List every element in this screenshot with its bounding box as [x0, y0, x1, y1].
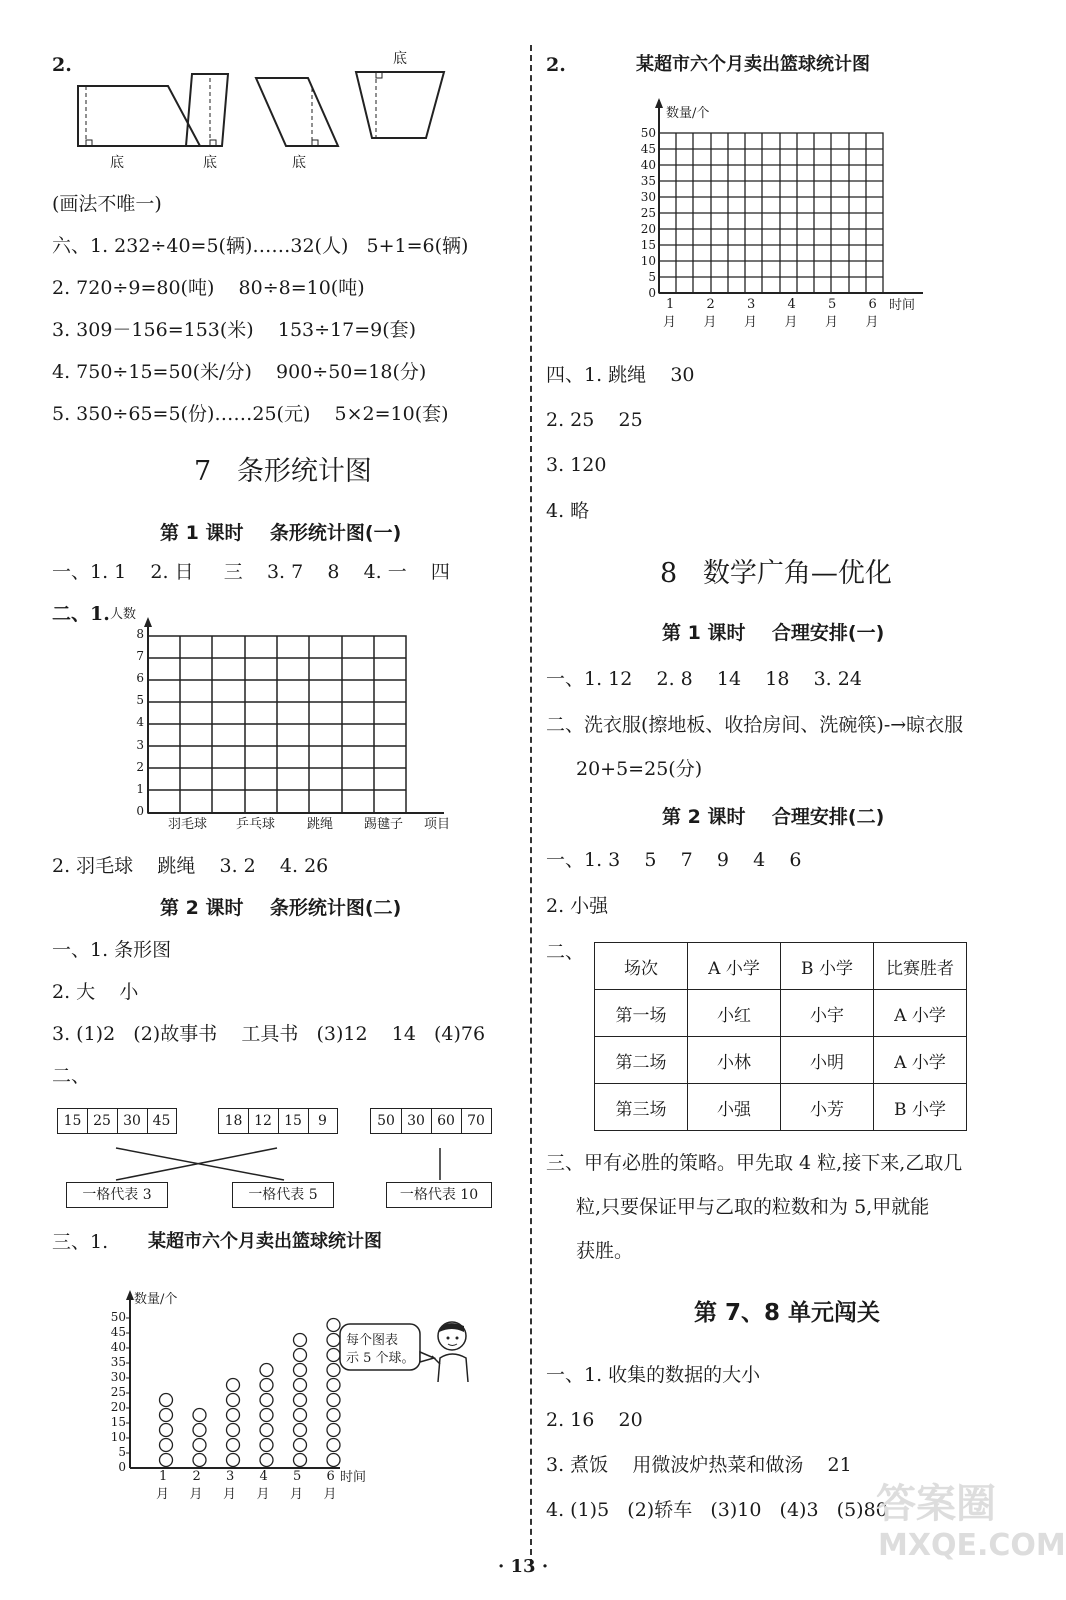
match-cell: 70 [467, 1113, 485, 1129]
chart2-ytick: 45 [640, 142, 656, 156]
opt2-answer-1: 一、1. 3 5 7 9 4 6 [546, 849, 802, 871]
pictograph-ytick: 25 [110, 1385, 126, 1399]
pictograph-ball-icon [294, 1409, 307, 1422]
chart2-month-unit: 月 [703, 315, 717, 330]
pictograph-month-num: 6 [326, 1469, 335, 1484]
match-cell: 12 [249, 1109, 279, 1133]
match-cell: 25 [88, 1109, 118, 1133]
chart2-ytick: 0 [648, 286, 656, 300]
answer-six-2: 2. 720÷9=80(吨) 80÷8=10(吨) [52, 277, 365, 299]
opt-answer-3: 20+5=25(分) [576, 758, 703, 780]
base-label-2: 底 [203, 155, 217, 171]
chart1-cat-1: 羽毛球 [168, 817, 208, 832]
match-cell: 30 [118, 1109, 148, 1133]
table-cell: 小林 [688, 1037, 781, 1084]
pictograph-ball-icon [193, 1409, 206, 1422]
section-2-label: 2. [52, 54, 72, 76]
table-cell: 小明 [781, 1037, 874, 1084]
table-cell: 小宇 [781, 990, 874, 1037]
pictograph-ball-icon [327, 1394, 340, 1407]
review-title: 第 7、8 单元闯关 [694, 1300, 881, 1326]
table-header-cell: A 小学 [688, 943, 781, 990]
pictograph-month-unit: 月 [156, 1487, 170, 1502]
table-row [595, 1037, 967, 1084]
match-cell: 15 [279, 1109, 309, 1133]
table-cell: 小强 [688, 1084, 781, 1131]
answer-six-1: 六、1. 232÷40=5(辆)……32(人) 5+1=6(辆) [52, 235, 469, 257]
pictograph-month-unit: 月 [256, 1487, 270, 1502]
chart2-ytick: 35 [640, 174, 656, 188]
match-label-3: 一格代表 10 [386, 1182, 492, 1208]
page-number: · 13 · [498, 1556, 549, 1577]
pictograph-ball-icon [260, 1439, 273, 1452]
pictograph-ball-icon [160, 1439, 173, 1452]
table-cell: B 小学 [874, 1084, 967, 1131]
pictograph-month-unit: 月 [323, 1487, 337, 1502]
table-cell: 第二场 [595, 1037, 688, 1084]
right-si-1: 四、1. 跳绳 30 [546, 364, 695, 386]
pictograph-month-unit: 月 [189, 1487, 203, 1502]
review-answer-1: 一、1. 收集的数据的大小 [546, 1364, 761, 1386]
base-label-top: 底 [393, 51, 407, 67]
right-section-2-label: 2. [546, 54, 566, 76]
table-cell: 小芳 [781, 1084, 874, 1131]
strategy-line-2: 粒,只要保证甲与乙取的粒数和为 5,甲就能 [576, 1196, 930, 1218]
column-divider [530, 45, 532, 1565]
match-cell: 18 [220, 1109, 249, 1133]
table-cell: 第一场 [595, 990, 688, 1037]
right-lesson-1-title: 第 1 课时 合理安排(一) [662, 622, 885, 644]
match-cell: 9 [318, 1113, 327, 1129]
base-label-3: 底 [292, 155, 306, 171]
pictograph-ball-icon [294, 1394, 307, 1407]
table-row [595, 990, 967, 1037]
opt2-er-label: 二、 [546, 941, 585, 963]
base-label-1: 底 [110, 155, 124, 171]
chart2-grid [659, 100, 929, 300]
opt-answer-2: 二、洗衣服(擦地板、收拾房间、洗碗筷)-→晾衣服 [546, 714, 964, 736]
pictograph-ball-icon [193, 1424, 206, 1437]
pictograph-ball-icon [294, 1379, 307, 1392]
table-header-cell: 比赛胜者 [874, 943, 967, 990]
pictograph-month-unit: 月 [223, 1487, 237, 1502]
right-si-2: 2. 25 25 [546, 409, 643, 431]
pictograph-ball-icon [227, 1424, 240, 1437]
match-label-1: 一格代表 3 [66, 1182, 168, 1208]
pictograph-month-num: 3 [226, 1469, 235, 1484]
chart1-ytick: 6 [136, 671, 144, 686]
pictograph-ytick: 5 [118, 1445, 126, 1459]
table-cell: 小红 [688, 990, 781, 1037]
watermark-url: MXQE.COM [878, 1528, 1066, 1563]
chart1-ytick: 0 [136, 803, 144, 818]
match-result-table [594, 942, 967, 1131]
pictograph-ball-icon [260, 1424, 273, 1437]
unit-8-title: 8 数学广角—优化 [660, 558, 892, 589]
pictograph-ytick: 10 [110, 1430, 126, 1444]
pictograph-xlabel: 时间 [340, 1470, 367, 1485]
table-cell: 第三场 [595, 1084, 688, 1131]
chart2-month-unit: 月 [865, 315, 879, 330]
pictograph-ball-icon [327, 1454, 340, 1467]
review-answer-2: 2. 16 20 [546, 1409, 643, 1431]
chart1-ytick: 8 [136, 627, 144, 641]
match-cell: 60 [432, 1109, 462, 1133]
match-cell: 30 [402, 1109, 432, 1133]
pictograph-ball-icon [260, 1364, 273, 1377]
chart2-month-num: 5 [828, 297, 837, 312]
pictograph-ball-icon [160, 1394, 173, 1407]
answer-six-5: 5. 350÷65=5(份)……25(元) 5×2=10(套) [52, 403, 449, 425]
pictograph-ytick: 45 [110, 1325, 126, 1339]
pictograph-ball-icon [260, 1409, 273, 1422]
lesson1-answer-1: 一、1. 1 2. 日 三 3. 7 8 4. 一 四 [52, 561, 450, 583]
lesson-2-title: 第 2 课时 条形统计图(二) [160, 897, 402, 919]
chart2-ytick: 15 [640, 238, 656, 252]
pictograph-ball-icon [294, 1424, 307, 1437]
chart2-ytick: 30 [640, 190, 656, 204]
pictograph-ball-icon [160, 1424, 173, 1437]
chart2-month-unit: 月 [744, 315, 758, 330]
pictograph-ytick: 0 [118, 1460, 126, 1474]
pictograph-month-num: 2 [192, 1469, 201, 1484]
pictograph-ball-icon [227, 1454, 240, 1467]
lesson2-answer-3: 3. (1)2 (2)故事书 工具书 (3)12 14 (4)76 [52, 1023, 486, 1045]
pictograph-ball-icon [327, 1424, 340, 1437]
chart1-ytick: 3 [136, 737, 144, 752]
pictograph-circles [130, 1290, 390, 1480]
pictograph-ball-icon [294, 1334, 307, 1347]
pictograph-ylabel: 数量/个 [134, 1292, 178, 1307]
pictograph-ball-icon [260, 1394, 273, 1407]
pictograph-ball-icon [193, 1454, 206, 1467]
chart2-month-unit: 月 [663, 315, 677, 330]
pictograph-ytick: 15 [110, 1415, 126, 1429]
chart2-month-num: 2 [706, 297, 715, 312]
pictograph-ytick: 40 [110, 1340, 126, 1354]
chart1-cat-3: 跳绳 [307, 817, 334, 832]
table-header-row [595, 943, 967, 990]
right-si-3: 3. 120 [546, 454, 607, 476]
right-lesson-2-title: 第 2 课时 合理安排(二) [662, 806, 885, 828]
chart2-ytick: 25 [640, 206, 656, 220]
pictograph-ball-icon [327, 1439, 340, 1452]
opt-answer-1: 一、1. 12 2. 8 14 18 3. 24 [546, 668, 862, 690]
pictograph-month-num: 4 [259, 1469, 268, 1484]
chart1-xlabel: 项目 [424, 817, 451, 832]
strategy-line-3: 获胜。 [576, 1240, 634, 1262]
pictograph-ball-icon [160, 1409, 173, 1422]
table-header-cell: B 小学 [781, 943, 874, 990]
pictograph-ball-icon [260, 1379, 273, 1392]
pictograph-ball-icon [294, 1439, 307, 1452]
lesson-1-title: 第 1 课时 条形统计图(一) [160, 522, 402, 544]
chart2-ytick: 40 [640, 158, 656, 172]
chart1-cat-4: 踢毽子 [364, 817, 404, 832]
pictograph-ball-icon [327, 1409, 340, 1422]
chart2-ytick: 5 [648, 270, 656, 284]
chart2-month-num: 3 [747, 297, 756, 312]
pictograph-ball-icon [294, 1364, 307, 1377]
watermark-logo: 答案圈 [876, 1481, 996, 1527]
boy-icon [430, 1316, 480, 1388]
lesson2-answer-1: 一、1. 条形图 [52, 939, 172, 961]
chart1-ylabel: 人数 [110, 607, 137, 622]
chart2-month-unit: 月 [825, 315, 839, 330]
chart2-month-num: 4 [787, 297, 796, 312]
chart1-cat-2: 乒乓球 [236, 817, 276, 832]
pictograph-ytick: 20 [110, 1400, 126, 1414]
table-cell: A 小学 [874, 990, 967, 1037]
lesson2-er-label: 二、 [52, 1065, 91, 1087]
pictograph-title: 某超市六个月卖出篮球统计图 [148, 1231, 382, 1252]
pictograph-ball-icon [260, 1454, 273, 1467]
chart2-ytick: 50 [640, 126, 656, 140]
chart1-ytick: 2 [136, 759, 144, 774]
pictograph-ytick: 30 [110, 1370, 126, 1384]
pictograph-ball-icon [227, 1379, 240, 1392]
pictograph-ball-icon [294, 1454, 307, 1467]
pictograph-ball-icon [227, 1439, 240, 1452]
review-answer-3: 3. 煮饭 用微波炉热菜和做汤 21 [546, 1454, 852, 1476]
chart2-ytick: 10 [640, 254, 656, 268]
match-cell: 45 [152, 1113, 171, 1129]
chart2-title: 某超市六个月卖出篮球统计图 [636, 54, 870, 75]
chart1-ytick: 5 [136, 693, 144, 708]
opt2-answer-2: 2. 小强 [546, 895, 609, 917]
bubble-line-1: 每个图表 [346, 1333, 399, 1348]
pictograph-month-unit: 月 [290, 1487, 304, 1502]
chart2-month-num: 6 [868, 297, 877, 312]
chart1-ytick: 1 [136, 781, 144, 796]
chart1-ytick: 7 [136, 649, 144, 664]
pictograph-ball-icon [227, 1394, 240, 1407]
pictograph-ytick: 50 [110, 1310, 126, 1324]
lesson2-answer-2: 2. 大 小 [52, 981, 139, 1003]
chart2-month-unit: 月 [784, 315, 798, 330]
answer-six-3: 3. 309－156=153(米) 153÷17=9(套) [52, 319, 417, 341]
pictograph-month-num: 5 [293, 1469, 302, 1484]
lesson1-answer-2-prefix: 二、1. [52, 603, 110, 625]
chart2-ylabel: 数量/个 [666, 106, 710, 121]
pictograph-ball-icon [294, 1349, 307, 1362]
pictograph-ball-icon [160, 1454, 173, 1467]
drawing-note: (画法不唯一) [52, 193, 162, 215]
answer-six-4: 4. 750÷15=50(米/分) 900÷50=18(分) [52, 361, 427, 383]
table-header-cell: 场次 [595, 943, 688, 990]
table-cell: A 小学 [874, 1037, 967, 1084]
review-answer-4: 4. (1)5 (2)轿车 (3)10 (4)3 (5)80 [546, 1499, 888, 1521]
pictograph-ytick: 35 [110, 1355, 126, 1369]
pictograph-month-num: 1 [159, 1469, 168, 1484]
match-label-2: 一格代表 5 [232, 1182, 334, 1208]
chart2-xlabel: 时间 [889, 298, 916, 313]
lesson1-answer-2-rest: 2. 羽毛球 跳绳 3. 2 4. 26 [52, 855, 329, 877]
table-row [595, 1084, 967, 1131]
match-lines [0, 0, 530, 1200]
strategy-line-1: 三、甲有必胜的策略。甲先取 4 粒,接下来,乙取几 [546, 1152, 963, 1174]
bubble-line-2: 示 5 个球。 [346, 1351, 415, 1366]
match-cell: 15 [59, 1109, 88, 1133]
match-cell: 50 [372, 1109, 402, 1133]
unit-7-title: 7 条形统计图 [194, 456, 372, 487]
pictograph-ball-icon [193, 1439, 206, 1452]
san-prefix: 三、1. [52, 1231, 109, 1253]
chart1-ytick: 4 [136, 715, 144, 730]
chart2-ytick: 20 [640, 222, 656, 236]
chart2-month-num: 1 [666, 297, 675, 312]
right-si-4: 4. 略 [546, 500, 590, 522]
pictograph-ball-icon [227, 1409, 240, 1422]
